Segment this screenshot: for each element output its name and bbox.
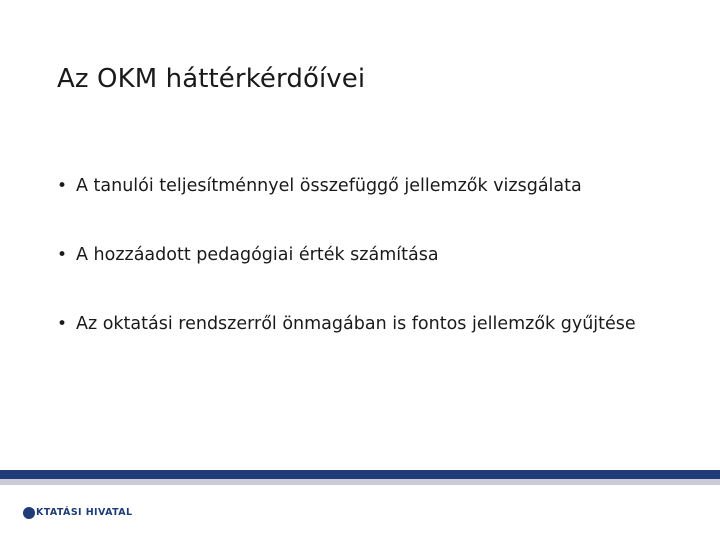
bullet-icon: • — [57, 176, 68, 196]
bullet-icon: • — [57, 245, 68, 265]
logo-text: KTATÁSI HIVATAL — [36, 507, 133, 518]
bullet-item — [57, 175, 657, 197]
footer-bar-dark — [0, 470, 720, 479]
circle-o-logo-icon — [23, 507, 35, 519]
bullet-text: Az oktatási rendszerről önmagában is fontos jellemzők gyűjtése — [76, 314, 636, 334]
footer-bar-light — [0, 479, 720, 485]
bullet-item — [57, 313, 657, 335]
bullet-list — [57, 175, 657, 335]
slide-title: Az OKM háttérkérdőívei — [57, 64, 366, 94]
oktatasi-hivatal-logo — [23, 505, 132, 521]
bullet-icon: • — [57, 314, 68, 334]
bullet-item — [57, 244, 657, 266]
bullet-text: A hozzáadott pedagógiai érték számítása — [76, 245, 439, 265]
bullet-text: A tanulói teljesítménnyel összefüggő jellemzők vizsgálata — [76, 176, 582, 196]
